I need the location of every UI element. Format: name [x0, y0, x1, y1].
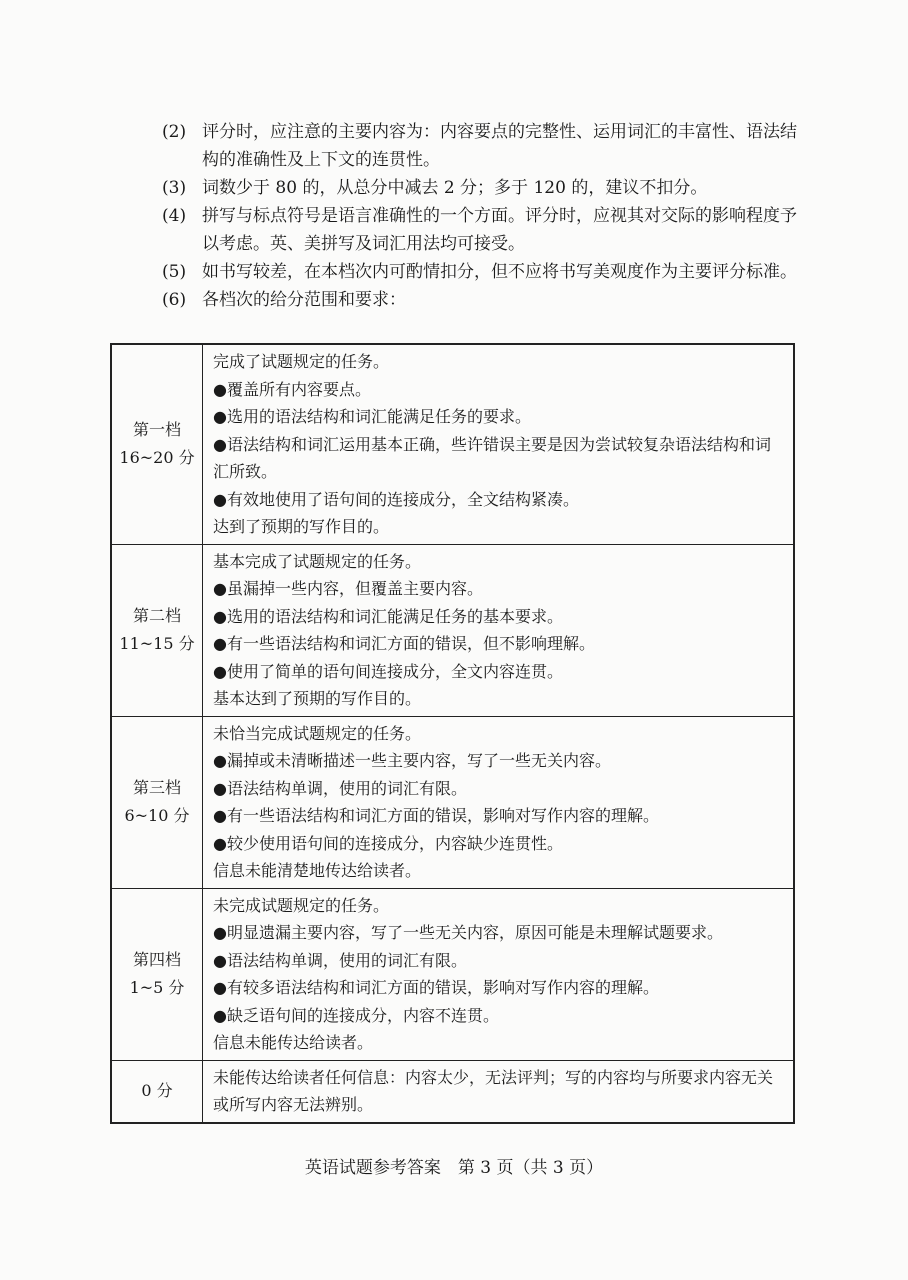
rule-number: (6): [162, 290, 187, 310]
band-line: ●有一些语法结构和词汇方面的错误，但不影响理解。: [213, 634, 595, 653]
band-row-zero: [111, 1060, 794, 1123]
rule-text: 如书写较差，在本档次内可酌情扣分，但不应将书写美观度作为主要评分标准。: [202, 262, 797, 282]
band-line: ●较少使用语句间的连接成分，内容缺少连贯性。: [213, 833, 563, 853]
band-label-cell: [111, 888, 203, 1060]
band-row-1: [111, 344, 794, 544]
band-line: ●有较多语法结构和词汇方面的错误，影响对写作内容的理解。: [213, 978, 659, 997]
band-row-3: [111, 716, 794, 888]
band-score: 11~15 分: [119, 634, 195, 653]
band-line: ●漏掉或未清晰描述一些主要内容，写了一些无关内容。: [213, 751, 611, 770]
band-score: 0 分: [141, 1081, 173, 1100]
band-name: 第四档: [132, 950, 181, 969]
band-row-4: [111, 888, 794, 1060]
band-line: 未恰当完成试题规定的任务。: [213, 723, 422, 743]
band-line: 达到了预期的写作目的。: [213, 517, 390, 536]
band-line: 信息未能清楚地传达给读者。: [213, 861, 422, 880]
band-label-cell: [111, 344, 203, 544]
band-description: [203, 344, 795, 544]
band-description: [203, 544, 795, 716]
band-label-cell: [111, 716, 203, 888]
rule-number: (5): [162, 262, 187, 282]
band-line: 未完成试题规定的任务。: [213, 895, 390, 915]
band-score: 6~10 分: [124, 806, 190, 825]
band-line: ●有一些语法结构和词汇方面的错误，影响对写作内容的理解。: [213, 806, 659, 825]
band-score: 16~20 分: [119, 448, 195, 468]
band-label-cell: [111, 544, 203, 716]
band-line: ●语法结构和词汇运用基本正确，些许错误主要是因为尝试较复杂语法结构和词汇所致。: [213, 434, 771, 481]
rule-item: [162, 258, 802, 286]
band-line: 信息未能传达给读者。: [213, 1033, 374, 1052]
band-line: ●缺乏语句间的连接成分，内容不连贯。: [213, 1005, 499, 1025]
band-name: 第二档: [132, 606, 181, 625]
band-label-cell: [111, 1060, 203, 1123]
band-name: 第三档: [132, 778, 181, 797]
band-line: ●使用了简单的语句间连接成分，全文内容连贯。: [213, 661, 563, 681]
band-line: ●语法结构单调，使用的词汇有限。: [213, 950, 467, 970]
band-description: [203, 716, 795, 888]
band-line: ●语法结构单调，使用的词汇有限。: [213, 778, 467, 798]
band-line: 完成了试题规定的任务。: [213, 352, 390, 371]
band-line: ●覆盖所有内容要点。: [213, 379, 371, 399]
rule-item: [162, 174, 802, 202]
rule-text: 各档次的给分范围和要求：: [202, 290, 406, 310]
band-line: ●虽漏掉一些内容，但覆盖主要内容。: [213, 579, 483, 598]
band-line: ●选用的语法结构和词汇能满足任务的要求。: [213, 407, 531, 426]
band-description: [203, 1060, 795, 1123]
band-line: 基本完成了试题规定的任务。: [213, 551, 422, 571]
rule-item: [162, 118, 802, 174]
rule-item: [162, 202, 802, 258]
band-score: 1~5 分: [129, 978, 185, 997]
band-row-2: [111, 544, 794, 716]
rule-text: 拼写与标点符号是语言准确性的一个方面。评分时，应视其对交际的影响程度予以考虑。英、美拼写及词汇用法均可接受。: [202, 206, 797, 254]
rule-item: [162, 286, 802, 314]
band-line: ●选用的语法结构和词汇能满足任务的基本要求。: [213, 606, 563, 626]
band-line: 基本达到了预期的写作目的。: [213, 689, 422, 708]
rule-text: 词数少于 80 的，从总分中减去 2 分；多于 120 的，建议不扣分。: [202, 178, 708, 198]
rule-number: (4): [162, 206, 187, 226]
rule-number: (2): [162, 122, 187, 142]
band-line: ●有效地使用了语句间的连接成分，全文结构紧凑。: [213, 489, 579, 509]
page-footer: 英语试题参考答案 第 3 页（共 3 页）: [304, 1158, 604, 1178]
rule-number: (3): [162, 178, 187, 198]
scoring-rules: [162, 118, 802, 314]
band-line: 未能传达给读者任何信息：内容太少，无法评判；写的内容均与所要求内容无关或所写内容无法辨别。: [213, 1067, 774, 1114]
band-description: [203, 888, 795, 1060]
rule-text: 评分时，应注意的主要内容为：内容要点的完整性、运用词汇的丰富性、语法结构的准确性及上下文的连贯性。: [202, 122, 797, 170]
grading-bands-table: [110, 343, 795, 1124]
band-line: ●明显遗漏主要内容，写了一些无关内容，原因可能是未理解试题要求。: [213, 923, 723, 942]
band-name: 第一档: [132, 420, 181, 440]
